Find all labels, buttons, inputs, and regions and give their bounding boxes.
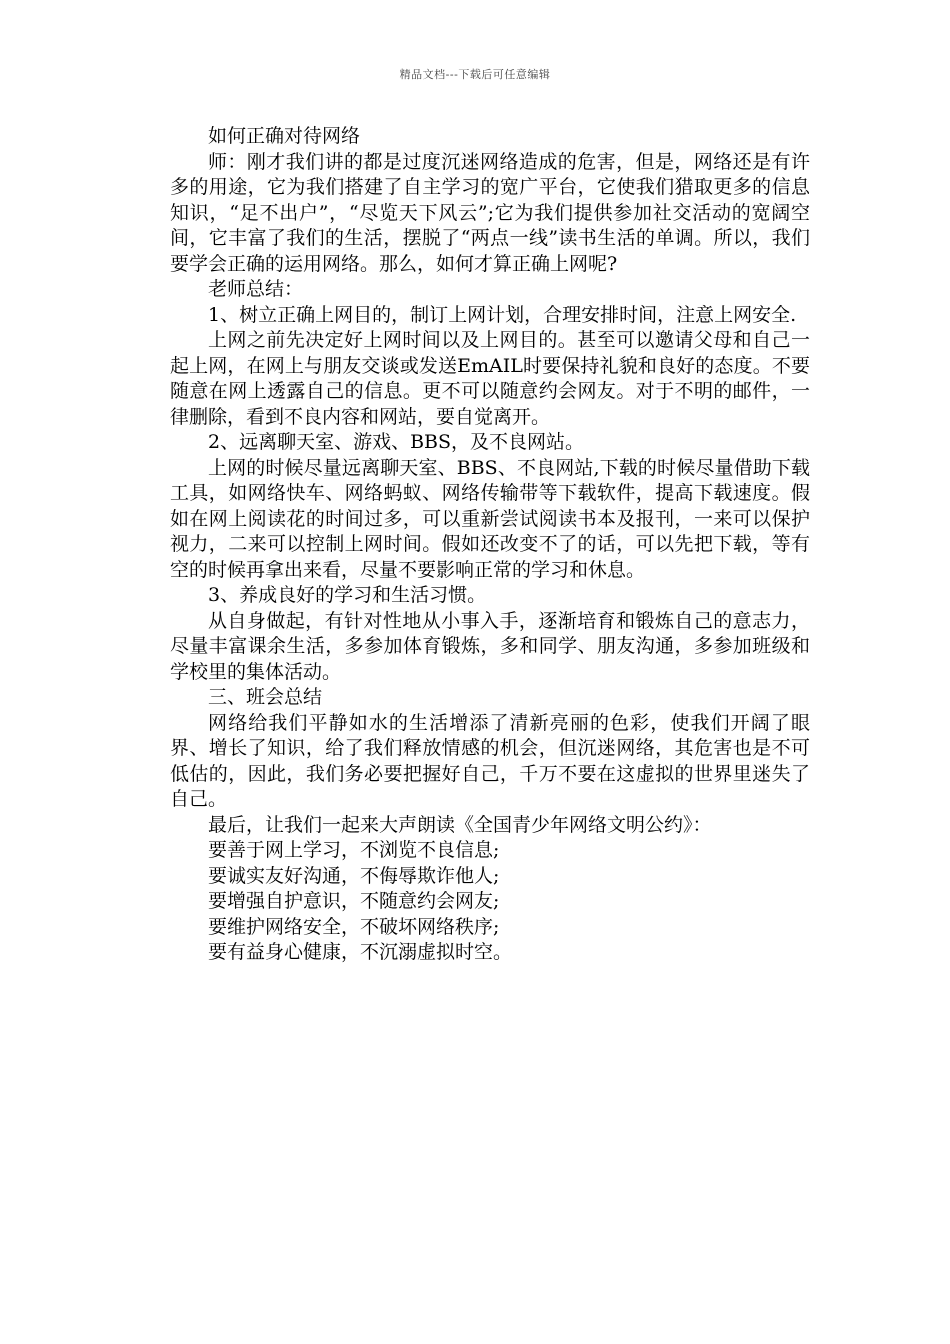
paragraph-summary-heading: 老师总结： <box>208 278 304 300</box>
point-3-body: 从自身做起，有针对性地从小事入手，逐渐培育和锻炼自己的意志力，尽量丰富课余生活，多参加体育锻炼，多和同学、朋友沟通，多参加班级和学校里的集体活动。 <box>170 609 810 683</box>
class-summary-heading: 三、班会总结 <box>208 686 323 708</box>
point-1-heading: 1、树立正确上网目的，制订上网计划，合理安排时间，注意上网安全. <box>208 303 797 326</box>
point-3-heading: 3、养成良好的学习和生活习惯。 <box>208 584 487 606</box>
convention-line-5: 要有益身心健康，不沉溺虚拟时空。 <box>208 941 513 963</box>
convention-line-3: 要增强自护意识，不随意约会网友; <box>208 890 500 912</box>
convention-line-1: 要善于网上学习，不浏览不良信息; <box>208 839 500 861</box>
convention-intro: 最后，让我们一起来大声朗读《全国青少年网络文明公约》： <box>208 813 712 836</box>
convention-line-2: 要诚实友好沟通，不侮辱欺诈他人; <box>208 864 500 887</box>
class-summary-body: 网络给我们平静如水的生活增添了清新亮丽的色彩，使我们开阔了眼界、增长了知识，给了我们释放情感的机会，但沉迷网络，其危害也是不可低估的，因此，我们务必要把握好自己，千万不要在这虚拟的世界里迷失了自己。 <box>170 711 810 810</box>
convention-line-4: 要维护网络安全，不破坏网络秩序; <box>208 915 500 938</box>
point-2-body: 上网的时候尽量远离聊天室、BBS、不良网站,下载的时候尽量借助下载工具，如网络快车、网络蚂蚁、网络传输带等下载软件，提高下载速度。假如在网上阅读花的时间过多，可以重新尝试阅读书本及报刊，一来可以保护视力，二来可以控制上网时间。假如还改变不了的话，可以先把下载，等有空的时候再拿出来看，尽量不要影响正常的学习和休息。 <box>170 456 810 581</box>
page-header: 精品文档---下载后可任意编辑 <box>399 68 551 81</box>
paragraph-teacher-intro: 师：刚才我们讲的都是过度沉迷网络造成的危害，但是，网络还是有许多的用途，它为我们搭建了自主学习的宽广平台，它使我们猎取更多的信息知识，“足不出户”，“尽览天下风云”;它为我们提供参加社交活动的宽阔空间，它丰富了我们的生活，摆脱了“两点一线”读书生活的单调。所以，我们要学会正确的运用网络。那么，如何才算正确上网呢? <box>170 150 810 275</box>
section-title: 如何正确对待网络 <box>208 125 361 147</box>
point-1-body: 上网之前先决定好上网时间以及上网目的。甚至可以邀请父母和自己一起上网，在网上与朋友交谈或发送EmAIL时要保持礼貌和良好的态度。不要随意在网上透露自己的信息。更不可以随意约会网友。对于不明的邮件，一律删除，看到不良内容和网站，要自觉离开。 <box>170 329 810 428</box>
point-2-heading: 2、远离聊天室、游戏、BBS，及不良网站。 <box>208 431 585 453</box>
document-body <box>170 124 810 966</box>
